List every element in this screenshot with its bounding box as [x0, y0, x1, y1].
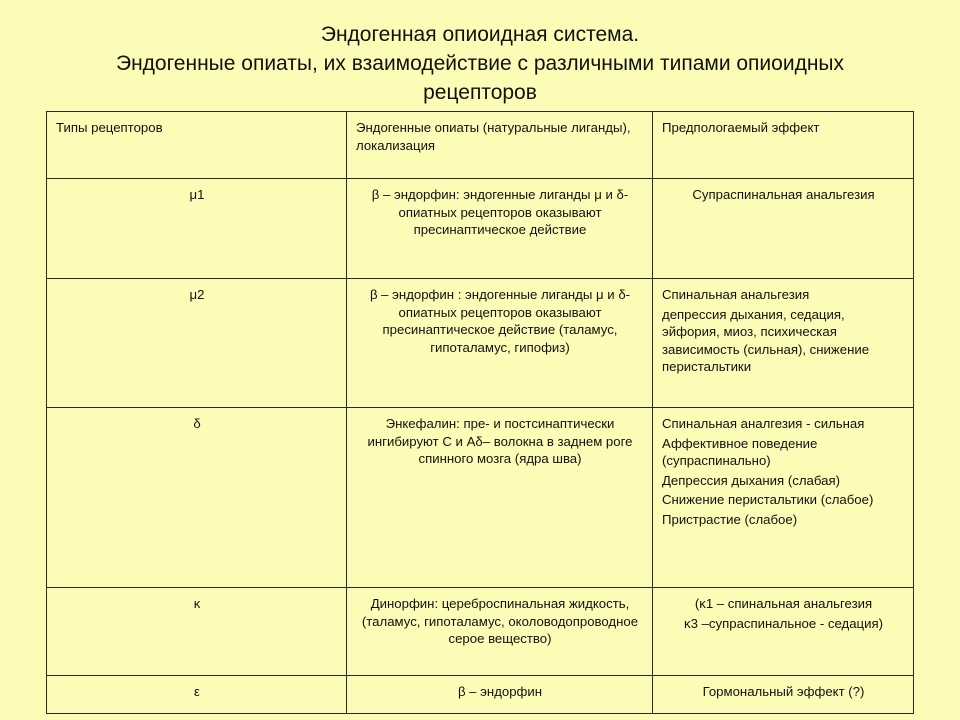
receptor-cell: μ1: [47, 179, 347, 279]
title-line-3: рецепторов: [423, 81, 537, 104]
effect-line: Спинальная аналгезия - сильная: [662, 416, 865, 431]
header-effect: Предпологаемый эффект: [653, 112, 914, 179]
opiates-cell: Энкефалин: пре- и постсинаптически ингибируют С и Аδ– волокна в заднем роге спинного мозга (ядра шва): [347, 408, 653, 588]
table-row: [47, 279, 914, 408]
effect-cell: [653, 676, 914, 714]
table-row: [47, 676, 914, 714]
opiates-cell: β – эндорфин : эндогенные лиганды μ и δ-опиатных рецепторов оказывают пресинаптическое действие (таламус, гипоталамус, гипофиз): [347, 279, 653, 408]
effect-line: Аффективное поведение (супраспинально): [662, 435, 818, 468]
effect-line: Гормональный эффект (?): [702, 684, 865, 699]
receptor-cell: δ: [47, 408, 347, 588]
effect-line: (κ1 – спинальная анальгезия: [694, 596, 873, 611]
effect-cell: [653, 408, 914, 588]
table-row: [47, 179, 914, 279]
effect-cell: [653, 279, 914, 408]
title-line-2: Эндогенные опиаты, их взаимодействие с различными типами опиоидных: [115, 52, 845, 75]
effect-cell: [653, 179, 914, 279]
slide-title: [20, 20, 940, 107]
header-receptor-types: Типы рецепторов: [47, 112, 347, 179]
table-header-row: [47, 112, 914, 179]
effect-line: Супраспинальная анальгезия: [692, 187, 875, 202]
table-row: [47, 408, 914, 588]
effect-line: κ3 –супраспинальное - седация): [684, 615, 883, 631]
effect-line: Депрессия дыхания (слабая): [662, 472, 840, 488]
opiates-cell: Динорфин: цереброспинальная жидкость, (таламус, гипоталамус, околоводопроводное серое вещество): [347, 588, 653, 676]
effect-line: Снижение перистальтики (слабое): [662, 492, 874, 507]
table-row: [47, 588, 914, 676]
opiates-cell: β – эндорфин: эндогенные лиганды μ и δ-опиатных рецепторов оказывают пресинаптическое действие: [347, 179, 653, 279]
receptor-cell: ε: [47, 676, 347, 714]
header-opiates: Эндогенные опиаты (натуральные лиганды), локализация: [347, 112, 653, 179]
effect-line: Пристрастие (слабое): [662, 511, 798, 527]
receptor-cell: κ: [47, 588, 347, 676]
effect-line: депрессия дыхания, седация, эйфория, миоз, психическая зависимость (сильная), снижение перистальтики: [662, 306, 870, 374]
receptor-cell: μ2: [47, 279, 347, 408]
effect-line: Спинальная анальгезия: [662, 287, 810, 302]
opiates-cell: β – эндорфин: [347, 676, 653, 714]
receptor-table: [46, 111, 914, 714]
title-line-1: Эндогенная опиоидная система.: [320, 23, 640, 46]
effect-cell: [653, 588, 914, 676]
